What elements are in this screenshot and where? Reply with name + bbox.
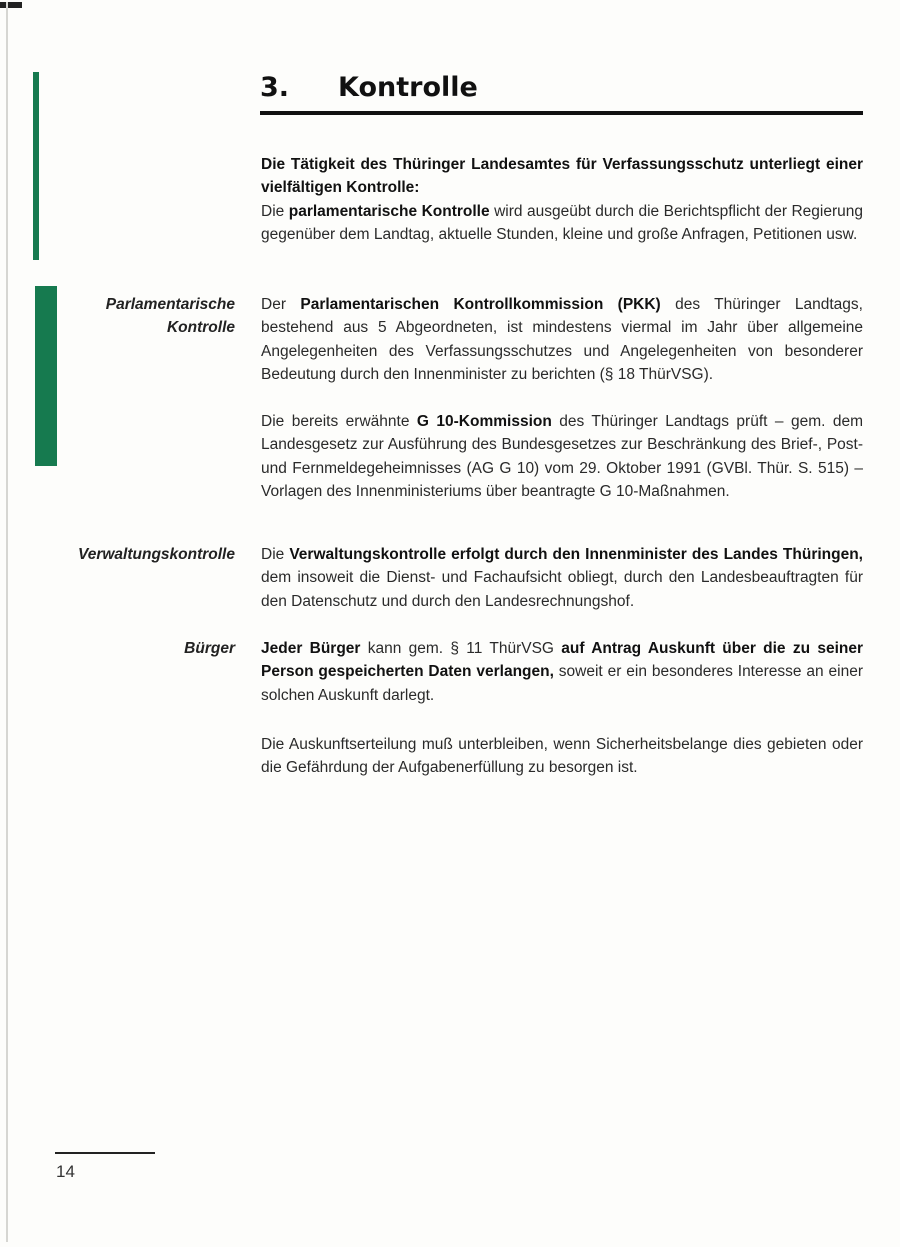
chapter-title: Kontrolle	[338, 72, 478, 103]
buerger-paragraph	[261, 637, 863, 707]
body-text: dem insoweit die Dienst- und Fachaufsicht obliegt, durch den Landesbeauftragten für den Datenschutz und durch den Landesrechnungshof.	[261, 569, 863, 610]
body-emphasis: Parlamentarischen Kontrollkommission (PKK)	[300, 296, 661, 313]
chapter-number: 3.	[260, 72, 290, 103]
intro-text: wird ausgeübt durch die Berichtspflicht der Regierung gegenüber dem Landtag, aktuelle Stunden, kleine und große Anfragen, Petitionen usw.	[261, 202, 863, 244]
page-edge-line	[6, 2, 8, 1242]
intro-lead: Die Tätigkeit des Thüringer Landesamtes für Verfassungsschutz unterliegt einer vielfältigen Kontrolle:	[261, 156, 863, 197]
g10-paragraph	[261, 410, 863, 504]
body-text: kann gem. § 11 ThürVSG	[360, 640, 562, 657]
body-text: Die	[261, 546, 290, 563]
body-text: Die Auskunftserteilung muß unterbleiben, wenn Sicherheitsbelange dies gebieten oder die Gefährdung der Aufgabenerfüllung zu besorgen ist.	[261, 736, 863, 777]
body-emphasis: auf Antrag Auskunft über die zu seiner Person gespeicherten Daten verlangen,	[261, 640, 863, 681]
footer-rule	[55, 1152, 155, 1154]
body-text: des Thüringer Landtags prüft – gem. dem Landesgesetz zur Ausführung des Bundesgesetzes zur Beschränkung des Brief-, Post- und Fernmeldegeheimnisses (AG G 10) vom 29. Oktober 1991 (GVBl. Thür. S. 515) – Vorlagen des Innenministeriums über beantragte G 10-Maßnahmen.	[261, 413, 864, 501]
auskunft-paragraph	[261, 733, 863, 780]
body-emphasis: Jeder Bürger	[261, 640, 361, 657]
crop-mark	[0, 2, 22, 8]
intro-emphasis: parlamentarische Kontrolle	[288, 202, 490, 220]
body-emphasis: G 10-Kommission	[416, 413, 552, 430]
body-text: soweit er ein besonderes Interesse an einer solchen Auskunft darlegt.	[261, 663, 863, 704]
intro-text: Die	[261, 202, 289, 220]
page-number: 14	[56, 1162, 75, 1181]
margin-note-buerger: Bürger	[184, 640, 235, 657]
body-text: Der	[261, 296, 301, 313]
margin-note-line: Kontrolle	[166, 319, 235, 337]
body-text: des Thüringer Landtags, bestehend aus 5 Abgeordneten, ist mindestens viermal im Jahr über allgemeine Angelegenheiten des Verfassungsschutzes und Angelegenheiten von besonderer Bedeutung durch den Innenminister zu berichten (§ 18 ThürVSG).	[261, 296, 863, 384]
body-text: Die bereits erwähnte	[261, 413, 417, 430]
heading-rule	[260, 111, 863, 115]
margin-note-parlamentarische-kontrolle	[40, 293, 235, 340]
verwaltung-paragraph	[261, 543, 863, 613]
chapter-heading	[260, 72, 860, 103]
margin-note-line: Parlamentarische	[105, 296, 235, 313]
body-emphasis: Verwaltungskontrolle erfolgt durch den Innenminister des Landes Thüringen,	[289, 546, 863, 563]
margin-note-verwaltungskontrolle: Verwaltungskontrolle	[77, 546, 235, 563]
pkk-paragraph	[261, 293, 863, 387]
margin-marker-bar	[33, 72, 39, 260]
intro-paragraph	[261, 153, 863, 247]
